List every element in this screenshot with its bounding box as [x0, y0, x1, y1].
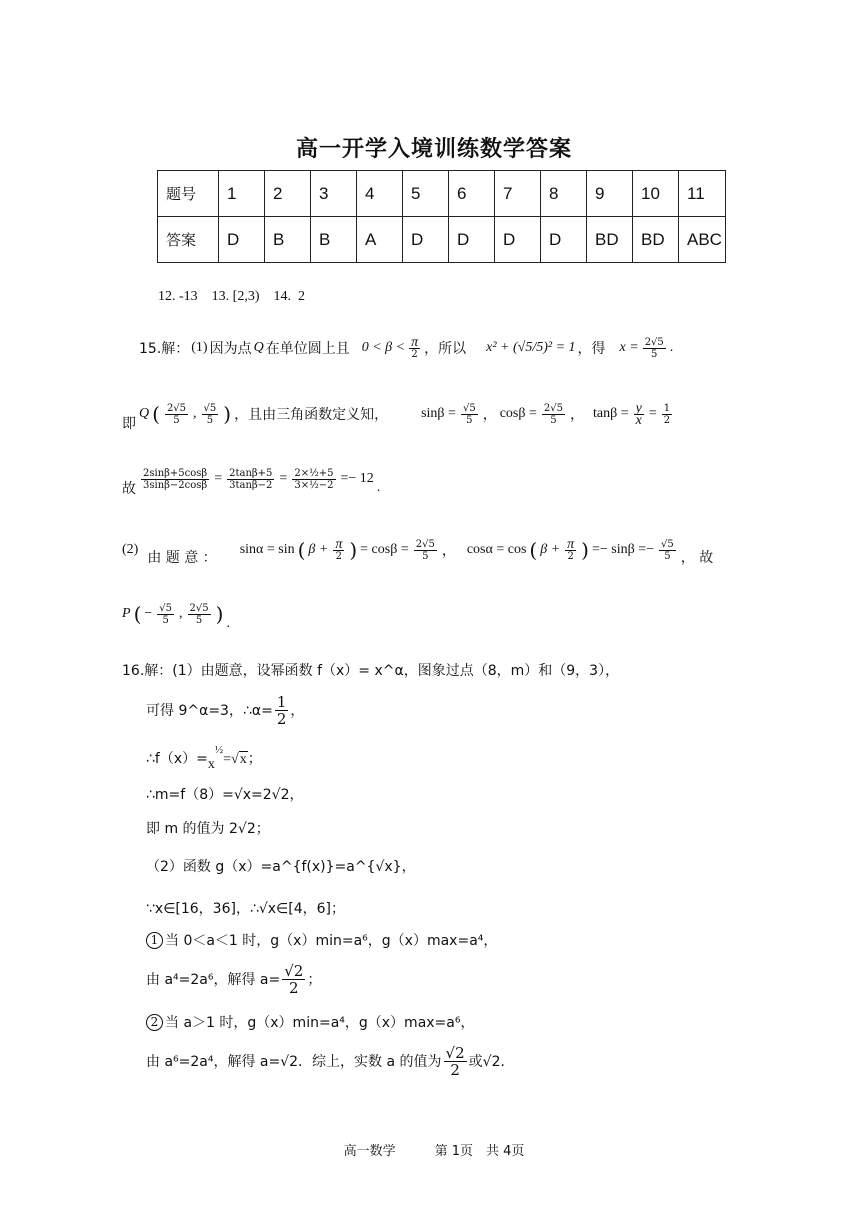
table-cell: 7 [495, 171, 541, 217]
table-cell: 8 [541, 171, 587, 217]
circled-one-icon: 1 [146, 932, 163, 949]
point-label: Q [139, 406, 150, 421]
math-expression: =− sinβ =− [591, 542, 655, 557]
table-cell: 6 [449, 171, 495, 217]
text: ，得 [577, 341, 606, 357]
fraction [275, 694, 289, 727]
q16-line-8 [146, 930, 497, 950]
table-row [158, 217, 726, 263]
table-cell: B [311, 217, 357, 263]
table-cell: D [495, 217, 541, 263]
text: 当 a＞1 时，g（x）min=a⁴，g（x）max=a⁶， [165, 1015, 475, 1031]
math-result: =− 12 [340, 471, 374, 486]
math-expression: cosβ = [499, 406, 537, 421]
fraction: $\frac{\pi}{2}$ [567, 536, 575, 562]
fraction: $\frac{2\tan\beta+5}{3\tan\beta-2}$ [229, 467, 273, 491]
table-cell: 11 [679, 171, 726, 217]
fraction: $\frac{\text{2×½+5}}{\text{3×½−2}}$ [294, 467, 334, 491]
text: ∴f（x）= [146, 751, 208, 767]
table-cell: A [357, 217, 403, 263]
fraction: $\frac{2√5}{5}$ [543, 402, 563, 426]
math-equation: x² + (√5/5)² = 1 [486, 340, 576, 355]
fraction: $\frac{2√5}{5}$ [415, 538, 435, 562]
q15-line-4: (2) 由 题 意 ： sinα = sin ( β + $\frac{\pi}{2}$ ) = cosβ = $\frac{2√5}{5}$ ， cosα = cos ( β + $\frac{\pi}{2}$ ) =− sinβ =− $\frac{√5}{5}$ ， 故 [122, 536, 714, 566]
text: 故 [122, 481, 136, 497]
denominator: 2 [276, 709, 287, 728]
text: 当 0＜a＜1 时，g（x）min=a⁶，g（x）max=a⁴， [165, 933, 498, 949]
q16-line-3: ∴f（x）= x ½ =√x； [146, 744, 262, 772]
q16-line-10 [146, 1012, 474, 1032]
math-expression: tanβ = [592, 406, 629, 421]
text: 或√2． [468, 1054, 515, 1070]
fraction: $\frac{\pi}{2}$ [411, 334, 419, 360]
q16-line-9: 由 a⁴=2a⁶，解得 a= $\frac{√2}{2}$ ； [146, 961, 322, 997]
fraction: $\frac{√5}{5}$ [661, 538, 674, 562]
fraction: $\frac{y}{x}$ [635, 400, 642, 428]
fraction: $\frac{√2}{2}$ [284, 961, 304, 997]
math-expression: sinα = sin [239, 542, 295, 557]
q16-line-5: 即 m 的值为 2√2； [146, 821, 270, 837]
page-title: 高一开学入境训练数学答案 [295, 137, 572, 162]
text: 由 题 意 ： [147, 550, 217, 566]
table-cell: B [265, 217, 311, 263]
fraction: $\frac{2√5}{5}$ [166, 402, 187, 426]
table-cell: D [449, 217, 495, 263]
fraction: $\frac{√2}{2}$ [445, 1043, 465, 1079]
math-condition: 0 < β < [361, 340, 406, 355]
table-cell: 1 [219, 171, 265, 217]
table-cell: 答案 [158, 217, 219, 263]
q16-line-4: ∴m=f（8）=√x=2√2， [146, 787, 304, 803]
q15-label: 15.解： [139, 341, 190, 357]
table-cell: 5 [403, 171, 449, 217]
q16-line-6: （2）函数 g（x）=a^{f(x)}=a^{√x}， [146, 859, 416, 875]
q16-line-1: 16.解：(1）由题意，设幂函数 f（x）= x^α，图象过点（8，m）和（9，3）， [122, 663, 620, 679]
text: 即 [122, 416, 136, 432]
point-label: P [122, 606, 131, 621]
fraction: $\frac{√5}{5}$ [159, 602, 173, 626]
table-cell: 题号 [158, 171, 219, 217]
table-cell: 10 [633, 171, 679, 217]
point-label: Q [253, 340, 264, 355]
table-cell: 3 [311, 171, 357, 217]
numerator: 1 [276, 692, 287, 711]
q15-line-3: 故 $\frac{2\sin\beta+5\cos\beta}{3\sin\beta-2\cos\beta}$ = $\frac{2\tan\beta+5}{3\tan\beta-2}$ = $\frac{\text{2×½+5}}{\text{3×½−2}}$ =− 12 . [122, 467, 381, 497]
fraction: $\frac{1}{2}$ [663, 402, 671, 426]
fraction: $\frac{√5}{5}$ [203, 402, 217, 426]
q16-line-2: 可得 9^α=3，∴α= $\frac{1}{2}$ ， [146, 692, 305, 728]
part-marker: (1) [191, 340, 208, 355]
q16-line-11 [146, 1040, 514, 1082]
text: 由 a⁴=2a⁶，解得 a= [146, 972, 281, 988]
fill-answers: 12. -13 13. [2,3) 14. 2 [158, 289, 305, 304]
table-cell: D [541, 217, 587, 263]
page-footer: 高一数学 第 1页 共 4页 [343, 1144, 525, 1159]
text: 可得 9^α=3，∴α= [146, 703, 273, 719]
q15-line-5: P ( − $\frac{√5}{5}$ , $\frac{2√5}{5}$ ) . [122, 602, 230, 631]
fraction: $\frac{\pi}{2}$ [335, 536, 343, 562]
table-cell: BD [633, 217, 679, 263]
math-expression: = cosβ = [360, 542, 409, 557]
q15-line-2: 即 Q ( $\frac{2√5}{5}$ , $\frac{√5}{5}$ ) ，且由三角函数定义知， sinβ = $\frac{√5}{5}$ ， cosβ = $\frac{2√5}{5}$ ， tanβ = $\frac{y}{x}$ = $\frac{1}{2}$ [122, 400, 671, 432]
fraction: $\frac{2\sin\beta+5\cos\beta}{3\sin\beta-2\cos\beta}$ [143, 467, 208, 491]
math-expression: x = [619, 340, 639, 355]
table-cell: D [219, 217, 265, 263]
text: ， 故 [680, 550, 714, 566]
text: ，且由三角函数定义知， [234, 407, 389, 423]
text: 在单位圆上且 [265, 341, 350, 357]
math-expression: cosα = cos [466, 542, 527, 557]
math-expression: sinβ = [421, 406, 456, 421]
text: ，所以 [424, 341, 467, 357]
circled-two-icon: 2 [146, 1014, 163, 1031]
q16-line-7: ∵x∈[16，36]，∴√x∈[4，6]； [146, 901, 345, 917]
table-row [158, 171, 726, 217]
table-cell: 9 [587, 171, 633, 217]
fraction: $\frac{2√5}{5}$ [189, 602, 209, 626]
table-cell: 2 [265, 171, 311, 217]
part-marker: (2) [122, 542, 139, 557]
table-cell: 4 [357, 171, 403, 217]
table-cell: BD [587, 217, 633, 263]
table-cell: D [403, 217, 449, 263]
answer-table [157, 170, 726, 263]
fraction: $\frac{2√5}{5}$ [644, 336, 664, 360]
fraction: $\frac{√5}{5}$ [462, 402, 476, 426]
text: 因为点 [209, 341, 252, 357]
table-cell: ABC [679, 217, 726, 263]
q15-line-1: 15.解： (1) 因为点 Q 在单位圆上且 0 < β < $\frac{\pi}{2}$ ，所以 x² + (√5/5)² = 1 ，得 x = $\frac{2√5}{5}$ . [139, 334, 674, 360]
text: 由 a⁶=2a⁴，解得 a=√2．综上，实数 a 的值为 [146, 1054, 442, 1070]
